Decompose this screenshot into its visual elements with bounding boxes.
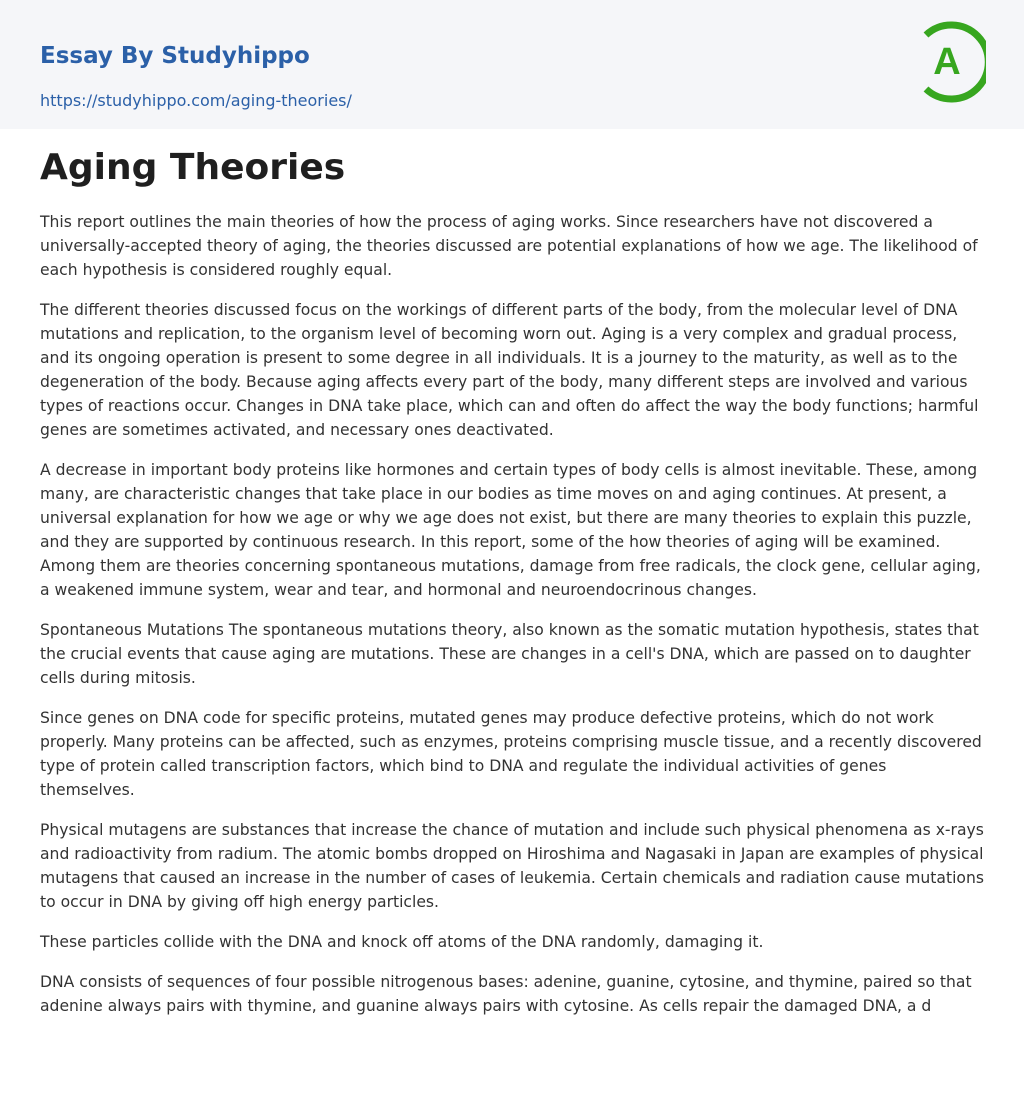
essay-title: Aging Theories — [40, 147, 346, 188]
essay-content — [0, 146, 1024, 1018]
essay-paragraph: The different theories discussed focus on the workings of different parts of the body, from the molecular level of DNA mutations and replication, to the organism level of becoming worn out. Aging is a very complex and gradual process, and its ongoing operation is present to some degree in all individuals. It is a journey to the maturity, as well as to the degeneration of the body. Because aging affects every part of the body, many different steps are involved and various types of reactions occur. Changes in DNA take place, which can and often do affect the way the body functions; harmful genes are sometimes activated, and necessary ones deactivated. — [40, 301, 979, 439]
brand-title: Essay By Studyhippo — [40, 43, 310, 69]
studyhippo-logo-icon[interactable] — [916, 19, 986, 105]
essay-paragraph: These particles collide with the DNA and knock off atoms of the DNA randomly, damaging it. — [40, 933, 764, 951]
essay-paragraph: Spontaneous Mutations The spontaneous mutations theory, also known as the somatic mutation hypothesis, states that the crucial events that cause aging are mutations. These are changes in a cell's DNA, which are passed on to daughter cells during mitosis. — [40, 621, 979, 687]
source-url-link[interactable]: https://studyhippo.com/aging-theories/ — [40, 91, 352, 110]
essay-paragraph: Physical mutagens are substances that increase the chance of mutation and include such physical phenomena as x-rays and radioactivity from radium. The atomic bombs dropped on Hiroshima and Nagasaki in Japan are examples of physical mutagens that caused an increase in the number of cases of leukemia. Certain chemicals and radiation cause mutations to occur in DNA by giving off high energy particles. — [40, 821, 984, 911]
essay-paragraph: This report outlines the main theories of how the process of aging works. Since researchers have not discovered a universally-accepted theory of aging, the theories discussed are potential explanations of how we age. The likelihood of each hypothesis is considered roughly equal. — [40, 213, 978, 279]
essay-paragraph: DNA consists of sequences of four possible nitrogenous bases: adenine, guanine, cytosine, and thymine, paired so that adenine always pairs with thymine, and guanine always pairs with cytosine. As cells repair the damaged DNA, a d — [40, 973, 972, 1015]
logo-letter: A — [933, 41, 961, 83]
page-header — [0, 0, 1024, 129]
essay-paragraph: Since genes on DNA code for specific proteins, mutated genes may produce defective proteins, which do not work properly. Many proteins can be affected, such as enzymes, proteins comprising muscle tissue, and a recently discovered type of protein called transcription factors, which bind to DNA and regulate the individual activities of genes themselves. — [40, 709, 982, 799]
essay-paragraph: A decrease in important body proteins like hormones and certain types of body cells is almost inevitable. These, among many, are characteristic changes that take place in our bodies as time moves on and aging continues. At present, a universal explanation for how we age or why we age does not exist, but there are many theories to explain this puzzle, and they are supported by continuous research. In this report, some of the how theories of aging will be examined. Among them are theories concerning spontaneous mutations, damage from free radicals, the clock gene, cellular aging, a weakened immune system, wear and tear, and hormonal and neuroendocrinous changes. — [40, 461, 981, 599]
